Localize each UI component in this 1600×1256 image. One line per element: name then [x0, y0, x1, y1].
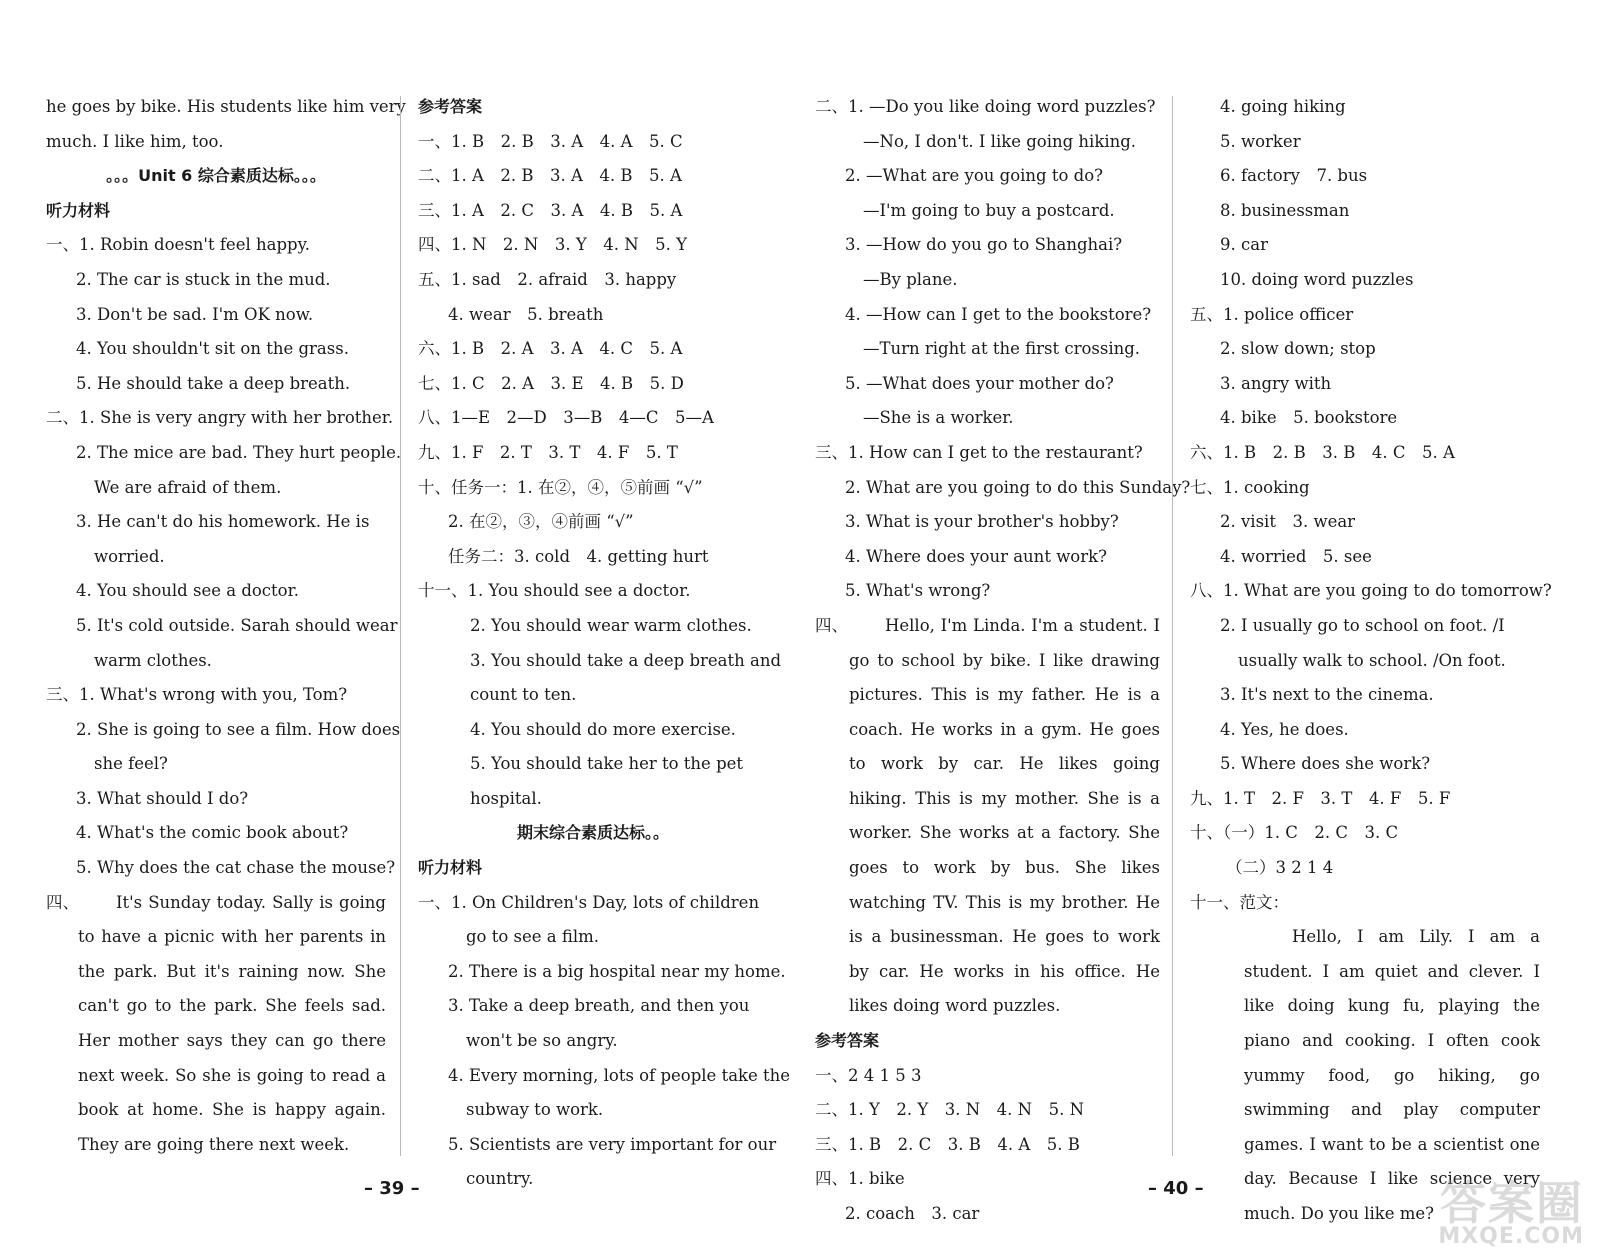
text-line: 一、1. Robin doesn't feel happy.	[46, 235, 310, 255]
column-left-2	[418, 90, 791, 1197]
passage-text: It's Sunday today. Sally is going to have a picnic with her parents in the park. But it's raining now. She can't go to the park. She feels sad. Her mother says they can go there next week. So she is going to read a book at home. She is happy again. They are going there next week.	[78, 892, 386, 1154]
text-line: 4. What's the comic book about?	[76, 823, 349, 843]
text-line: 三、1. What's wrong with you, Tom?	[46, 685, 348, 705]
text-line: 2. 在②，③，④前画 “√”	[448, 512, 634, 532]
watermark-bottom: MXQE.COM	[1438, 1224, 1584, 1249]
text-line: —Turn right at the first crossing.	[863, 339, 1141, 359]
text-line: 3. It's next to the cinema.	[1220, 685, 1434, 705]
passage-label: 四、	[46, 892, 79, 912]
text-line: 9. car	[1220, 235, 1268, 255]
text-line: 五、1. sad 2. afraid 3. happy	[418, 269, 677, 289]
text-line: 听力材料	[418, 858, 483, 878]
text-line: 参考答案	[418, 97, 483, 116]
text-line: 一、1. On Children's Day, lots of children	[418, 892, 760, 912]
text-line: 2. She is going to see a film. How does	[76, 719, 401, 739]
text-line: 二、1. Y 2. Y 3. N 4. N 5. N	[815, 1100, 1085, 1120]
text-line: 2. What are you going to do this Sunday?	[845, 477, 1191, 497]
text-line: 。。。Unit 6 综合素质达标。。。	[106, 166, 326, 186]
text-line: 听力材料	[46, 200, 111, 220]
text-line: We are afraid of them.	[94, 477, 282, 497]
text-line: —No, I don't. I like going hiking.	[863, 131, 1137, 151]
text-line: 3. You should take a deep breath and	[470, 650, 782, 670]
column-right-1-answers	[815, 1024, 1160, 1232]
text-line: 2. visit 3. wear	[1220, 512, 1356, 532]
text-line: 九、1. F 2. T 3. T 4. F 5. T	[418, 442, 678, 462]
text-line: 2. The car is stuck in the mud.	[76, 269, 331, 289]
text-line: 4. wear 5. breath	[448, 304, 604, 324]
text-line: 三、1. How can I get to the restaurant?	[815, 442, 1143, 462]
watermark	[1438, 1176, 1584, 1249]
text-line: 4. —How can I get to the bookstore?	[845, 304, 1152, 324]
text-line: 4. Where does your aunt work?	[845, 546, 1107, 566]
text-line: 5. You should take her to the pet	[470, 754, 744, 774]
text-line: 5. Why does the cat chase the mouse?	[76, 858, 396, 878]
text-line: 四、1. N 2. N 3. Y 4. N 5. Y	[418, 235, 688, 255]
text-line: 3. Take a deep breath, and then you	[448, 996, 750, 1016]
text-line: 2. You should wear warm clothes.	[470, 615, 752, 635]
text-line: subway to work.	[466, 1100, 604, 1120]
text-line: —I'm going to buy a postcard.	[863, 200, 1115, 220]
text-line: 5. worker	[1220, 131, 1301, 151]
text-line: hospital.	[470, 788, 542, 808]
text-line: worried.	[94, 546, 165, 566]
passage-label: 四、	[815, 615, 848, 635]
text-line: 十、（一）1. C 2. C 3. C	[1190, 823, 1399, 843]
text-line: 5. —What does your mother do?	[845, 373, 1114, 393]
text-line: 3. He can't do his homework. He is	[76, 512, 370, 532]
text-line: 3. Don't be sad. I'm OK now.	[76, 304, 314, 324]
text-line: 期末综合素质达标。。	[516, 823, 669, 843]
text-line: 2. slow down; stop	[1220, 339, 1376, 359]
text-line: 六、1. B 2. A 3. A 4. C 5. A	[418, 339, 683, 359]
text-line: 2. I usually go to school on foot. /I	[1220, 615, 1505, 635]
text-line: （二）3 2 1 4	[1226, 858, 1334, 878]
text-line: usually walk to school. /On foot.	[1238, 650, 1506, 670]
page-number-left: – 39 –	[364, 1178, 420, 1199]
watermark-top: 答案圈	[1440, 1176, 1584, 1230]
text-line: 二、1. She is very angry with her brother.	[46, 408, 394, 428]
column-left-1	[46, 90, 406, 1162]
text-line: 十一、范文：	[1190, 892, 1289, 912]
text-line: 2. There is a big hospital near my home.	[448, 961, 786, 981]
text-line: 三、1. B 2. C 3. B 4. A 5. B	[815, 1134, 1080, 1154]
text-line: country.	[466, 1169, 534, 1189]
text-line: 九、1. T 2. F 3. T 4. F 5. F	[1190, 788, 1451, 808]
text-line: 4. worried 5. see	[1220, 546, 1372, 566]
text-line: 4. You should see a doctor.	[76, 581, 299, 601]
text-line: 10. doing word puzzles	[1220, 269, 1414, 289]
text-line: 七、1. cooking	[1190, 477, 1310, 497]
text-line: 3. —How do you go to Shanghai?	[845, 235, 1123, 255]
passage-four-left	[46, 886, 386, 1163]
column-right-2-lines	[1190, 90, 1552, 920]
text-line: count to ten.	[470, 685, 577, 705]
text-line: 十、任务一：1. 在②，④，⑤前画 “√”	[418, 477, 703, 497]
text-line: 八、1. What are you going to do tomorrow?	[1190, 581, 1552, 601]
text-line: 七、1. C 2. A 3. E 4. B 5. D	[418, 373, 684, 393]
text-line: 5. What's wrong?	[845, 581, 991, 601]
text-line: 5. Scientists are very important for our	[448, 1134, 777, 1154]
text-line: 二、1. —Do you like doing word puzzles?	[815, 97, 1156, 116]
text-line: —She is a worker.	[863, 408, 1014, 428]
text-line: 四、1. bike	[815, 1169, 905, 1189]
text-line: 4. bike 5. bookstore	[1220, 408, 1398, 428]
text-line: 4. going hiking	[1220, 97, 1346, 116]
text-line: 三、1. A 2. C 3. A 4. B 5. A	[418, 200, 683, 220]
text-line: 3. What is your brother's hobby?	[845, 512, 1119, 532]
text-line: —By plane.	[863, 269, 958, 289]
text-line: 4. Yes, he does.	[1220, 719, 1349, 739]
column-right-2	[1190, 90, 1552, 1232]
text-line: 五、1. police officer	[1190, 304, 1354, 324]
divider-left	[400, 96, 401, 1156]
text-line: he goes by bike. His students like him very	[46, 97, 406, 116]
text-line: 十一、1. You should see a doctor.	[418, 581, 691, 601]
text-line: 6. factory 7. bus	[1220, 166, 1368, 186]
text-line: 3. angry with	[1220, 373, 1332, 393]
page-number-right: – 40 –	[1148, 1178, 1204, 1199]
text-line: 2. The mice are bad. They hurt people.	[76, 442, 402, 462]
text-line: 二、1. A 2. B 3. A 4. B 5. A	[418, 166, 682, 186]
text-line: warm clothes.	[94, 650, 212, 670]
text-line: 4. You shouldn't sit on the grass.	[76, 339, 349, 359]
text-line: she feel?	[94, 754, 168, 774]
divider-right	[1172, 96, 1173, 1156]
text-line: 3. What should I do?	[76, 788, 249, 808]
text-line: 任务二：3. cold 4. getting hurt	[448, 546, 709, 566]
column-right-1-lines	[815, 90, 1191, 609]
text-line: 八、1—E 2—D 3—B 4—C 5—A	[418, 408, 714, 428]
text-line: 一、2 4 1 5 3	[815, 1065, 922, 1085]
text-line: 2. —What are you going to do?	[845, 166, 1104, 186]
text-line: 2. coach 3. car	[845, 1204, 980, 1223]
text-line: 4. You should do more exercise.	[470, 719, 736, 739]
text-line: 5. Where does she work?	[1220, 754, 1431, 774]
text-line: 5. It's cold outside. Sarah should wear	[76, 615, 398, 635]
text-line: won't be so angry.	[466, 1031, 618, 1051]
text-line: 8. businessman	[1220, 200, 1350, 220]
text-line: 参考答案	[815, 1031, 880, 1051]
text-line: 六、1. B 2. B 3. B 4. C 5. A	[1190, 442, 1455, 462]
essay-text: Hello, I am Lily. I am a student. I am quiet and clever. I like doing kung fu, playing the piano and cooking. I often cook yummy food, go hiking, go swimming and play computer games. I want to be a scientist one day. Because I like science very much. Do you like me?	[1244, 927, 1540, 1223]
text-line: go to see a film.	[466, 927, 600, 947]
text-line: 4. Every morning, lots of people take the	[448, 1065, 791, 1085]
text-line: 一、1. B 2. B 3. A 4. A 5. C	[418, 131, 683, 151]
passage-text: Hello, I'm Linda. I'm a student. I go to school by bike. I like drawing pictures. This is my father. He is a coach. He works in a gym. He goes to work by car. He likes going hiking. This is my mother. She is a worker. She works at a factory. She goes to work by bus. She likes watching TV. This is my brother. He is a businessman. He goes to work by car. He works in his office. He likes doing word puzzles.	[849, 615, 1160, 1016]
column-left-1-lines	[46, 90, 406, 886]
text-line: 5. He should take a deep breath.	[76, 373, 351, 393]
text-line: much. I like him, too.	[46, 131, 224, 151]
column-left-2-lines	[418, 90, 791, 1197]
passage-four-right	[815, 609, 1160, 1024]
